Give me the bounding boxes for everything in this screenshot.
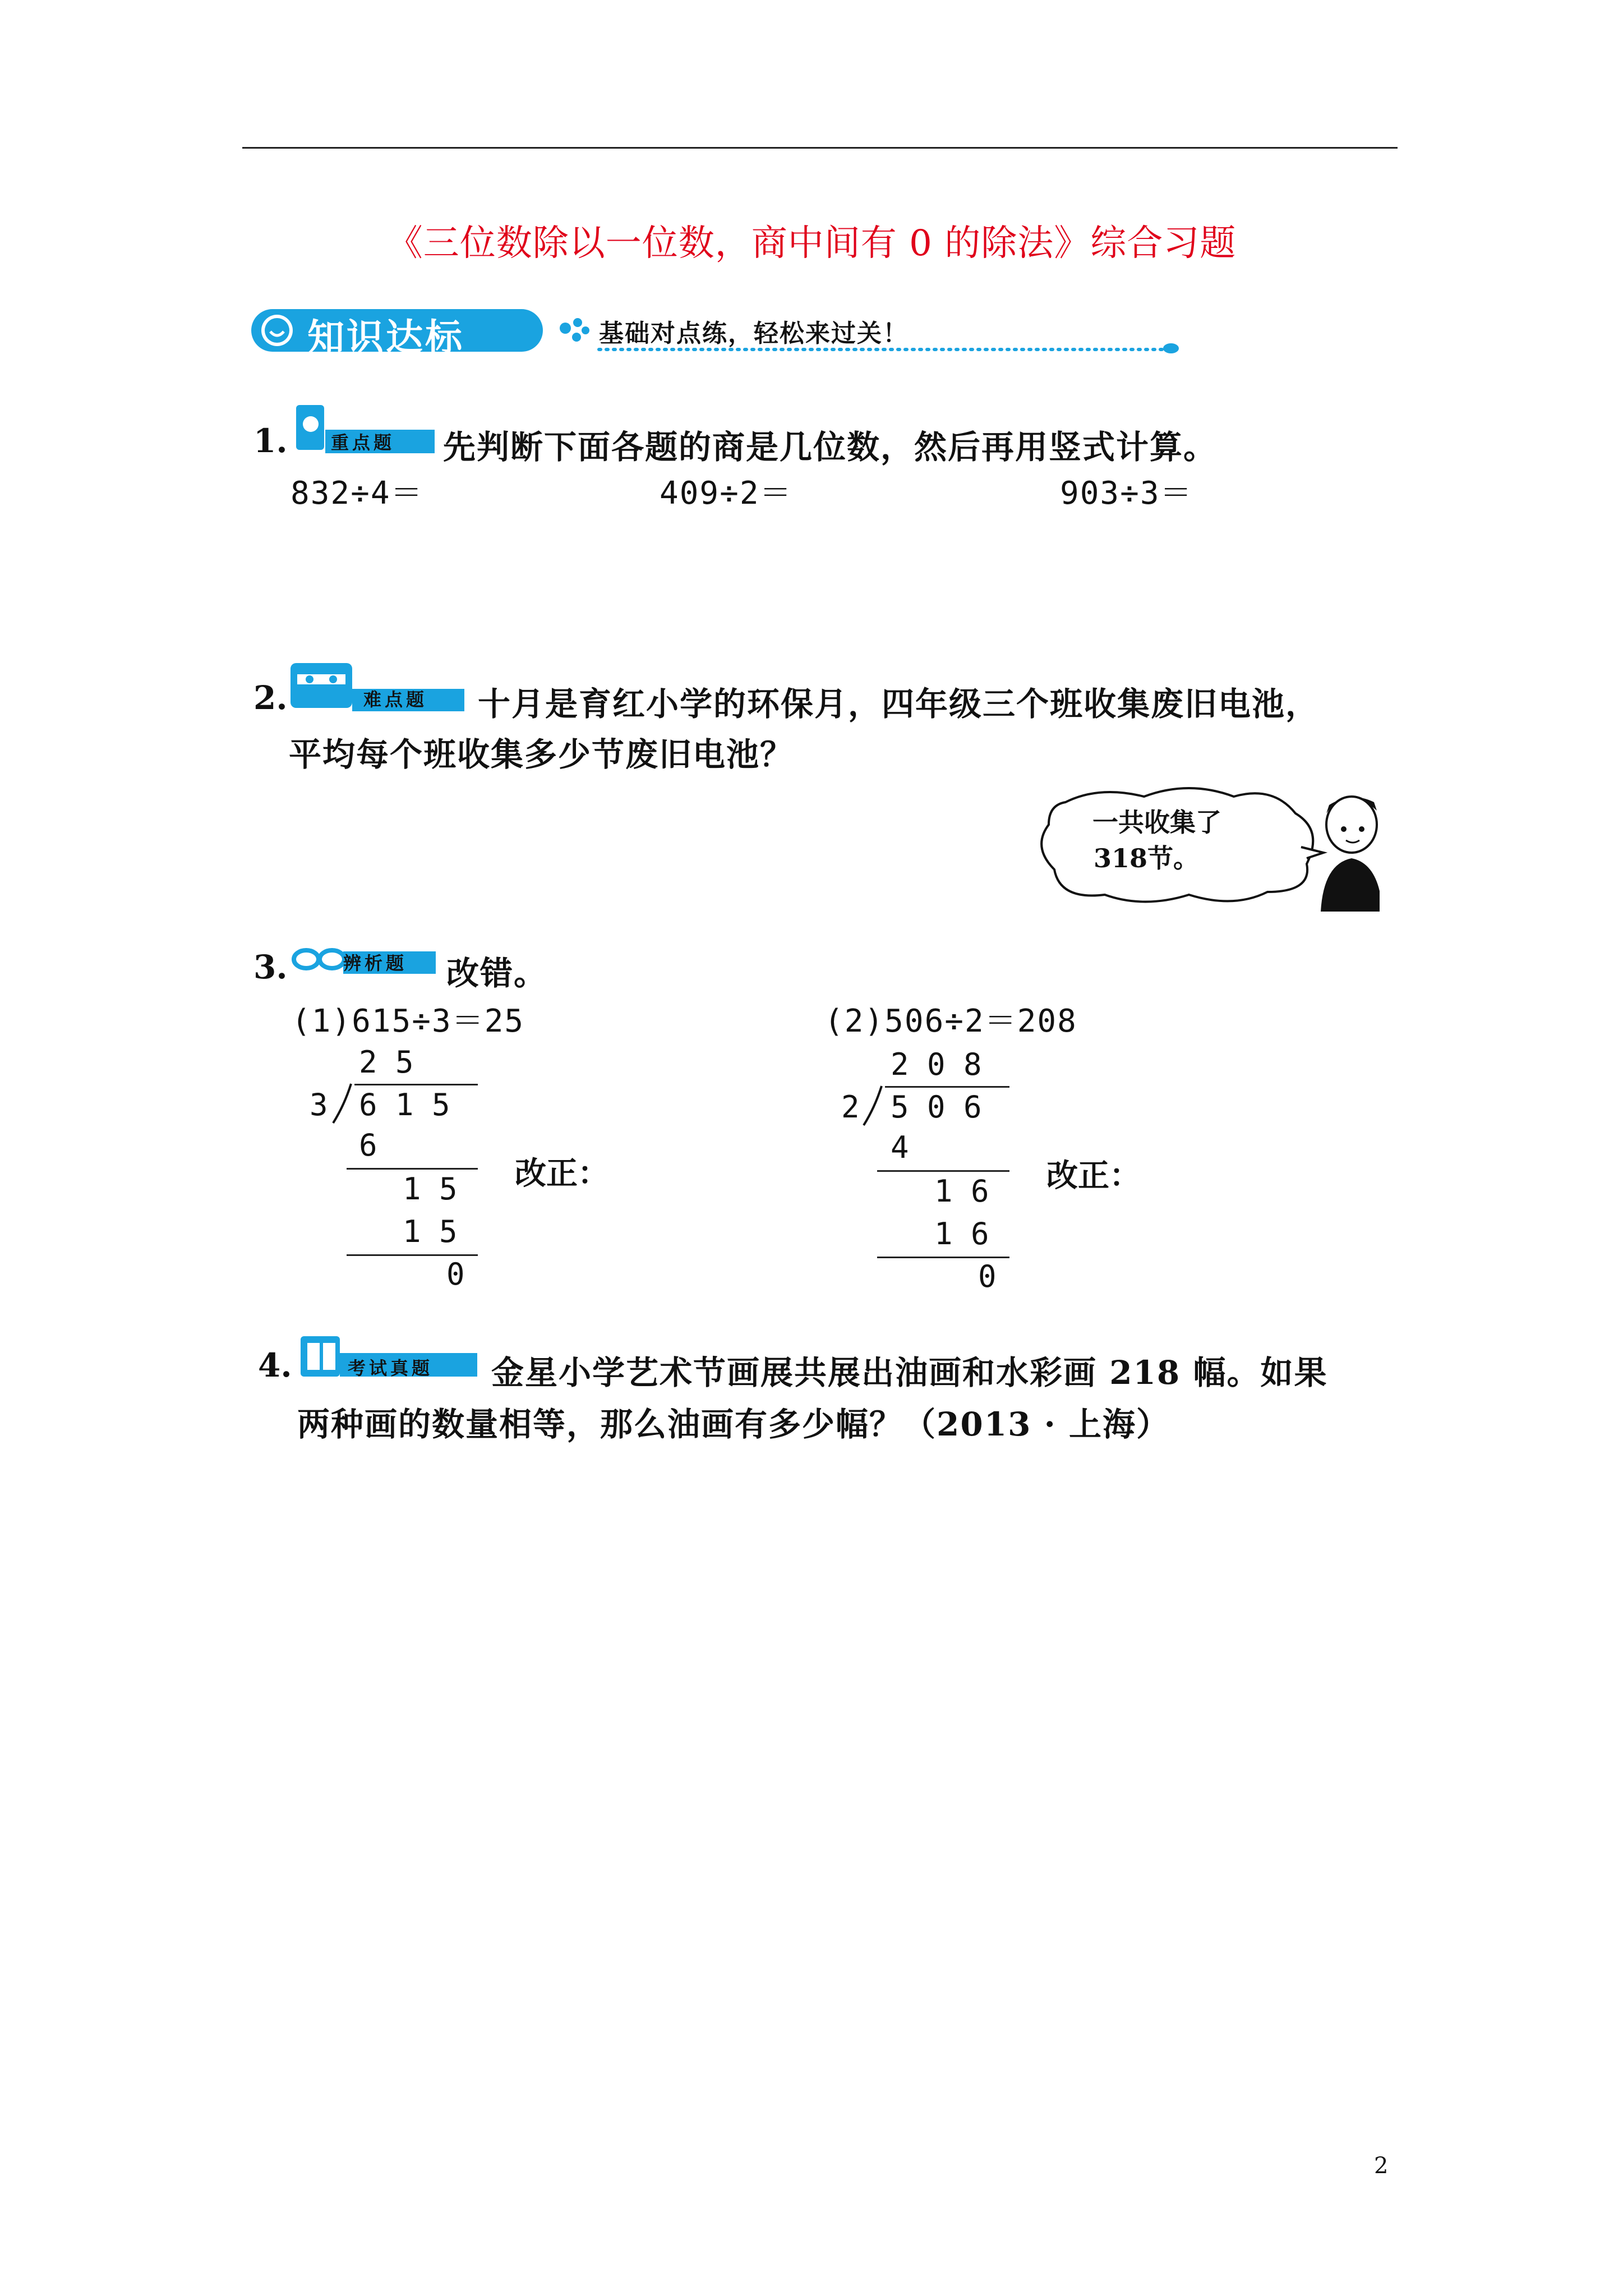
division-bar	[885, 1086, 1009, 1088]
step: 4	[891, 1130, 909, 1165]
dividend: 5 0 6	[891, 1089, 982, 1125]
page-title: 《三位数除以一位数，商中间有 0 的除法》综合习题	[386, 223, 1237, 264]
expression: 903÷3＝	[1060, 475, 1193, 512]
question-1-text: 先判断下面各题的商是几位数，然后再用竖式计算。	[443, 428, 1218, 466]
step-line	[877, 1257, 1009, 1258]
part-2-correction: 改正：	[1046, 1157, 1141, 1194]
question-3-number: 3.	[253, 948, 288, 986]
part-1-label: (1)615÷3＝25	[292, 1003, 525, 1039]
speech-bubble	[1032, 780, 1380, 914]
step: 6	[359, 1128, 377, 1163]
divisor: 3	[310, 1087, 328, 1122]
dividend: 6 1 5	[359, 1087, 450, 1122]
step: 1 5	[403, 1171, 458, 1207]
step: 0	[978, 1259, 997, 1294]
boy-illustration	[1321, 797, 1380, 912]
part-2-label: (2)506÷2＝208	[824, 1003, 1077, 1039]
question-2-tag: 难点题	[363, 689, 428, 710]
banner-subtitle: 基础对点练，轻松来过关！	[599, 319, 909, 348]
bubble-line-1: 一共收集了	[1092, 807, 1221, 838]
quotient: 2 5	[359, 1045, 414, 1080]
question-1-number: 1.	[253, 422, 288, 460]
step: 1 5	[403, 1214, 458, 1249]
question-4-number: 4.	[258, 1346, 292, 1384]
banner-label: 知识达标	[307, 316, 464, 359]
page-number: 2	[1374, 2153, 1389, 2179]
step-line	[877, 1170, 1009, 1172]
division-bracket	[861, 1085, 884, 1130]
question-4-text-cont: 两种画的数量相等，那么油画有多少幅？（2013 · 上海）	[297, 1405, 1170, 1443]
flower-icon	[560, 318, 589, 342]
question-2-number: 2.	[253, 679, 288, 717]
question-1-tag: 重点题	[331, 432, 395, 453]
quotient: 2 0 8	[891, 1047, 982, 1082]
question-3-tag: 辨析题	[343, 953, 408, 974]
step-line	[347, 1168, 478, 1170]
question-3-text: 改错。	[446, 954, 548, 992]
question-2-text-cont: 平均每个班收集多少节废旧电池？	[289, 735, 794, 774]
question-4-tag: 考试真题	[348, 1358, 434, 1379]
step: 0	[446, 1257, 465, 1292]
division-bar	[354, 1084, 478, 1085]
question-2-text: 十月是育红小学的环保月，四年级三个班收集废旧电池，	[478, 685, 1320, 723]
division-bracket	[331, 1083, 353, 1128]
divisor: 2	[841, 1089, 860, 1125]
bubble-line-2: 318节。	[1094, 843, 1200, 873]
question-4-text: 金星小学艺术节画展共展出油画和水彩画 218 幅。如果	[491, 1354, 1328, 1392]
step: 1 6	[934, 1174, 989, 1209]
header-rule	[242, 147, 1398, 149]
step-line	[347, 1254, 478, 1256]
step: 1 6	[934, 1216, 989, 1251]
part-1-correction: 改正：	[515, 1155, 609, 1192]
expression: 409÷2＝	[660, 475, 792, 512]
expression: 832÷4＝	[291, 475, 423, 512]
